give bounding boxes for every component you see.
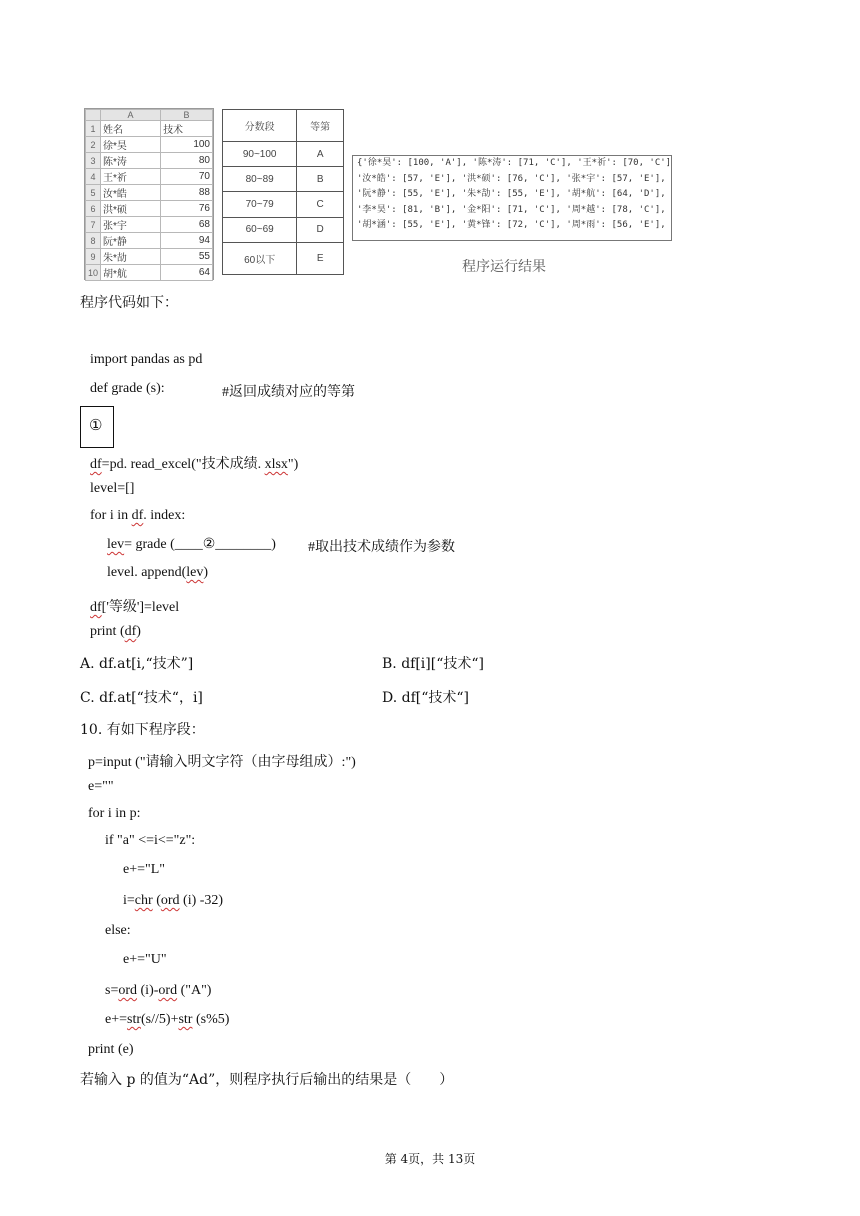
grade-level: C xyxy=(297,192,344,217)
code-intro-text: 程序代码如下： xyxy=(80,295,178,311)
grade-row xyxy=(223,142,344,167)
grade-table-header xyxy=(223,110,344,142)
option-d: D. df[“技术“] xyxy=(382,690,470,706)
grade-range: 60~69 xyxy=(223,217,297,242)
q10-code-line-10 xyxy=(105,1012,229,1028)
output-line: '汝*皓': [57, 'E'], '洪*硕': [76, 'C'], '张*宇': [57, 'E'], xyxy=(357,173,666,184)
grade-header-level: 等第 xyxy=(297,110,344,142)
code-ord: ord xyxy=(118,983,138,998)
grade-range: 70~79 xyxy=(223,192,297,217)
code-comment-grade: #返回成绩对应的等第 xyxy=(222,385,355,400)
cell-score: 100 xyxy=(161,137,213,153)
code-ord: ord xyxy=(158,983,178,998)
code-for: for i in xyxy=(90,508,132,523)
spreadsheet-row xyxy=(86,217,213,233)
q10-code-line-1: p=input ("请输入明文字符（由字母组成）:") xyxy=(88,755,356,770)
code-line-lev xyxy=(107,536,276,553)
column-header-a: A xyxy=(101,110,161,121)
spreadsheet-row xyxy=(86,233,213,249)
row-number: 3 xyxy=(86,153,101,169)
code-print: print ( xyxy=(90,624,125,639)
code-index: . index: xyxy=(143,508,186,523)
code-append-e: e+= xyxy=(105,1012,128,1027)
blank-1-marker: ① xyxy=(89,418,103,434)
code-line-append xyxy=(107,565,208,581)
cell-score: 76 xyxy=(161,201,213,217)
code-line-assign xyxy=(90,596,179,616)
question-10-title: 10. 有如下程序段： xyxy=(80,722,205,738)
code-ord: ord xyxy=(160,893,180,908)
page-footer: 第 4页，共 13页 xyxy=(384,1152,476,1166)
q10-code-line-5: e+="L" xyxy=(123,862,165,877)
spreadsheet-table xyxy=(85,109,213,281)
row-number: 8 xyxy=(86,233,101,249)
code-chr: chr xyxy=(134,893,153,908)
cell-name: 阮*静 xyxy=(101,233,161,249)
code-var-df: df xyxy=(90,600,102,615)
row-number: 7 xyxy=(86,217,101,233)
corner-cell xyxy=(86,110,101,121)
grade-level: B xyxy=(297,167,344,192)
output-line: '胡*涵': [55, 'E'], '黄*锋': [72, 'C'], '周*雨': [56, 'E'], xyxy=(357,220,666,230)
row-number: 4 xyxy=(86,169,101,185)
grade-level: E xyxy=(297,242,344,274)
code-str: str xyxy=(127,1012,142,1027)
spreadsheet-row xyxy=(86,265,213,281)
code-paren: ( xyxy=(152,893,161,908)
spreadsheet-row xyxy=(86,249,213,265)
grade-range: 90~100 xyxy=(223,142,297,167)
cell-name: 朱*劼 xyxy=(101,249,161,265)
code-line-for xyxy=(90,508,185,524)
grade-row xyxy=(223,217,344,242)
cell-name: 徐*昊 xyxy=(101,137,161,153)
q10-code-line-2: e="" xyxy=(88,779,114,794)
code-close: ") xyxy=(287,457,299,472)
grade-table-image xyxy=(222,109,344,275)
row-number: 2 xyxy=(86,137,101,153)
code-append: level. append( xyxy=(107,565,187,580)
code-rest: ("A") xyxy=(177,983,212,998)
code-close: ) xyxy=(203,565,209,580)
code-comment-param: #取出技术成绩作为参数 xyxy=(308,540,455,555)
cell-name: 张*宇 xyxy=(101,217,161,233)
code-read-excel: =pd. read_excel("技术成绩. xyxy=(101,457,265,472)
cell-score: 88 xyxy=(161,185,213,201)
cell-name: 陈*涛 xyxy=(101,153,161,169)
code-mod: (s%5) xyxy=(192,1012,230,1027)
code-var-df: df xyxy=(131,508,144,523)
q10-code-line-6 xyxy=(123,893,223,909)
code-var-lev: lev xyxy=(186,565,204,580)
cell-name: 王*祈 xyxy=(101,169,161,185)
code-minus: (i)- xyxy=(137,983,159,998)
code-line-1: import pandas as pd xyxy=(90,352,203,367)
output-line: '阮*静': [55, 'E'], '朱*劼': [55, 'E'], '胡*航': [64, 'D'], xyxy=(357,189,666,199)
q10-code-line-8: e+="U" xyxy=(123,952,167,967)
row-number: 9 xyxy=(86,249,101,265)
cell-score: 80 xyxy=(161,153,213,169)
grade-level: A xyxy=(297,142,344,167)
column-header-b: B xyxy=(161,110,213,121)
option-c: C. df.at[“技术“，i] xyxy=(80,690,203,706)
code-grade-call: = grade (____②________) xyxy=(124,537,276,552)
output-caption: 程序运行结果 xyxy=(462,259,546,275)
grade-range: 60以下 xyxy=(223,242,297,274)
grade-header-range: 分数段 xyxy=(223,110,297,142)
cell-score: 94 xyxy=(161,233,213,249)
grade-table xyxy=(222,109,344,275)
q10-code-line-3: for i in p: xyxy=(88,806,141,821)
grade-row xyxy=(223,242,344,274)
code-var-df: df xyxy=(124,624,137,639)
spreadsheet-row xyxy=(86,137,213,153)
q10-code-line-7: else: xyxy=(105,923,131,938)
spreadsheet-row xyxy=(86,169,213,185)
code-str: str xyxy=(178,1012,193,1027)
cell-name: 汝*皓 xyxy=(101,185,161,201)
output-line: '李*昊': [81, 'B'], '金*阳': [71, 'C'], '周*越': [78, 'C'], xyxy=(357,204,666,215)
code-div: (s//5)+ xyxy=(141,1012,179,1027)
code-line-print xyxy=(90,624,141,640)
row-number: 1 xyxy=(86,121,101,137)
row-number: 10 xyxy=(86,265,101,281)
cell-name: 胡*航 xyxy=(101,265,161,281)
row-number: 5 xyxy=(86,185,101,201)
spreadsheet-image xyxy=(84,108,214,280)
q10-code-line-11: print (e) xyxy=(88,1042,134,1057)
cell-score: 70 xyxy=(161,169,213,185)
spreadsheet-column-header-row xyxy=(86,110,213,121)
code-def: def grade (s): xyxy=(90,381,165,396)
code-xlsx: xlsx xyxy=(264,457,288,472)
grade-level: D xyxy=(297,217,344,242)
spreadsheet-row xyxy=(86,153,213,169)
question-10-prompt: 若输入 p 的值为“Ad”，则程序执行后输出的结果是（ ） xyxy=(80,1072,454,1088)
option-a: A. df.at[i,“技术”] xyxy=(80,656,194,672)
code-rest: (i) -32) xyxy=(179,893,224,908)
cell-score: 55 xyxy=(161,249,213,265)
code-line-read-excel xyxy=(90,453,298,473)
grade-row xyxy=(223,192,344,217)
q10-code-line-9 xyxy=(105,983,211,999)
code-assign-s: s= xyxy=(105,983,119,998)
code-assign: ['等级']=level xyxy=(101,600,180,615)
code-line-2 xyxy=(90,381,165,397)
spreadsheet-row xyxy=(86,121,213,137)
cell-name: 洪*硕 xyxy=(101,201,161,217)
spreadsheet-row xyxy=(86,201,213,217)
row-number: 6 xyxy=(86,201,101,217)
code-line-level: level=[] xyxy=(90,481,135,496)
cell-score: 技术 xyxy=(161,121,213,137)
program-output-box xyxy=(352,155,672,241)
cell-name: 姓名 xyxy=(101,121,161,137)
code-var-df: df xyxy=(90,457,102,472)
spreadsheet-row xyxy=(86,185,213,201)
option-b: B. df[i][“技术“] xyxy=(382,656,484,672)
cell-score: 64 xyxy=(161,265,213,281)
grade-range: 80~89 xyxy=(223,167,297,192)
grade-row xyxy=(223,167,344,192)
cell-score: 68 xyxy=(161,217,213,233)
code-close: ) xyxy=(136,624,141,639)
code-var-lev: lev xyxy=(107,537,125,552)
output-line: {'徐*昊': [100, 'A'], '陈*涛': [71, 'C'], '王*祈': [70, 'C'] xyxy=(357,158,671,168)
code-assign-i: i= xyxy=(123,893,135,908)
q10-code-line-4: if "a" <=i<="z": xyxy=(105,833,196,848)
